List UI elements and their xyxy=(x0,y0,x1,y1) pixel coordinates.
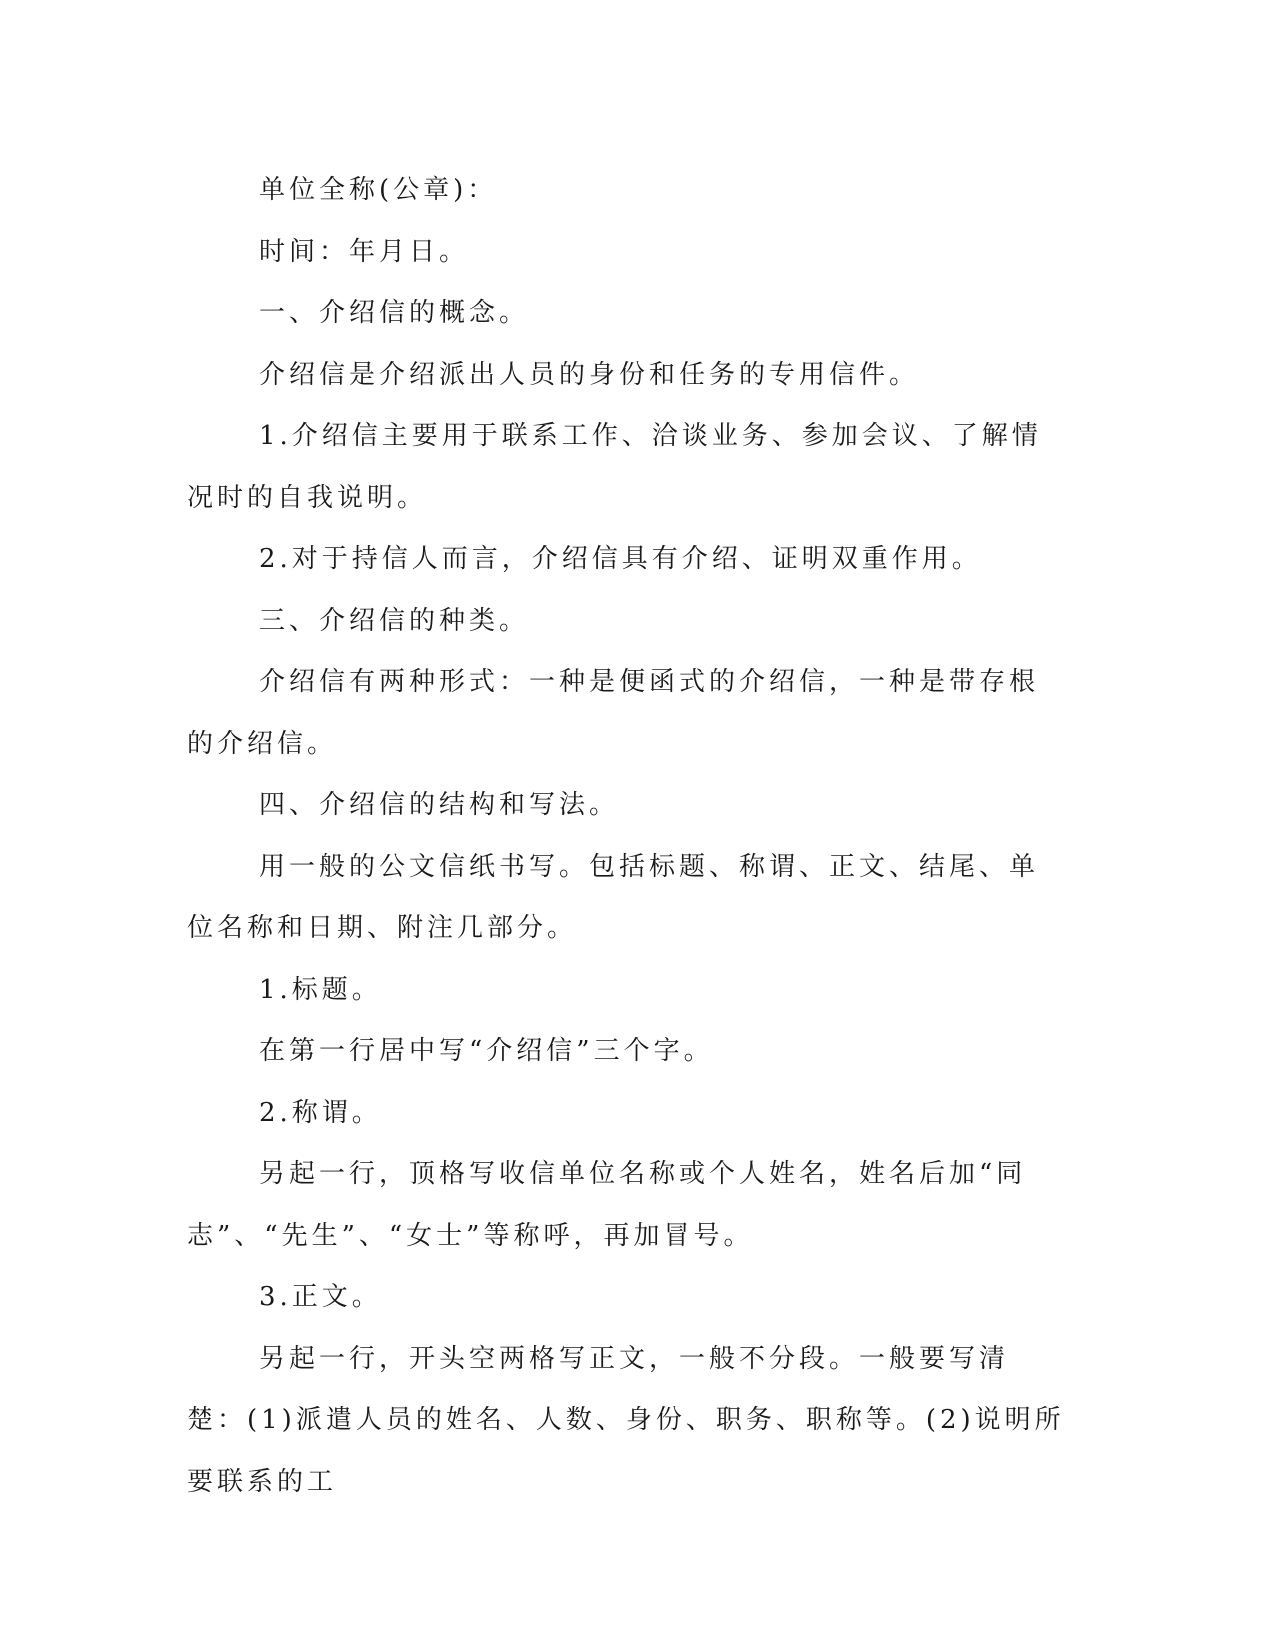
paragraph-body: 另起一行，开头空两格写正文，一般不分段。一般要写清楚：(1)派遣人员的姓名、人数、身份、职务、职称等。(2)说明所要联系的工 xyxy=(187,1343,1065,1497)
paragraph-title: 在第一行居中写“介绍信”三个字。 xyxy=(259,1036,714,1066)
subheading-body: 3.正文。 xyxy=(259,1282,382,1312)
paragraph-unit-name: 单位全称(公章)： xyxy=(259,175,498,205)
paragraph-structure: 用一般的公文信纸书写。包括标题、称谓、正文、结尾、单位名称和日期、附注几部分。 xyxy=(187,851,1040,943)
heading-types: 三、介绍信的种类。 xyxy=(259,605,530,636)
heading-concept: 一、介绍信的概念。 xyxy=(259,298,530,328)
heading-structure: 四、介绍信的结构和写法。 xyxy=(259,790,620,820)
paragraph-definition: 介绍信是介绍派出人员的身份和任务的专用信件。 xyxy=(259,359,920,390)
paragraph-date: 时间：年月日。 xyxy=(259,236,470,267)
subheading-title: 1.标题。 xyxy=(259,974,382,1005)
subheading-salutation: 2.称谓。 xyxy=(259,1097,382,1128)
paragraph-types: 介绍信有两种形式：一种是便函式的介绍信，一种是带存根的介绍信。 xyxy=(187,667,1040,759)
paragraph-salutation: 另起一行，顶格写收信单位名称或个人姓名，姓名后加“同志”、“先生”、“女士”等称呼，再加冒号。 xyxy=(187,1159,1027,1251)
paragraph-point-1: 1.介绍信主要用于联系工作、洽谈业务、参加会议、了解情况时的自我说明。 xyxy=(187,421,1042,513)
paragraph-point-2: 2.对于持信人而言，介绍信具有介绍、证明双重作用。 xyxy=(259,544,982,574)
document-body xyxy=(187,160,1067,1513)
